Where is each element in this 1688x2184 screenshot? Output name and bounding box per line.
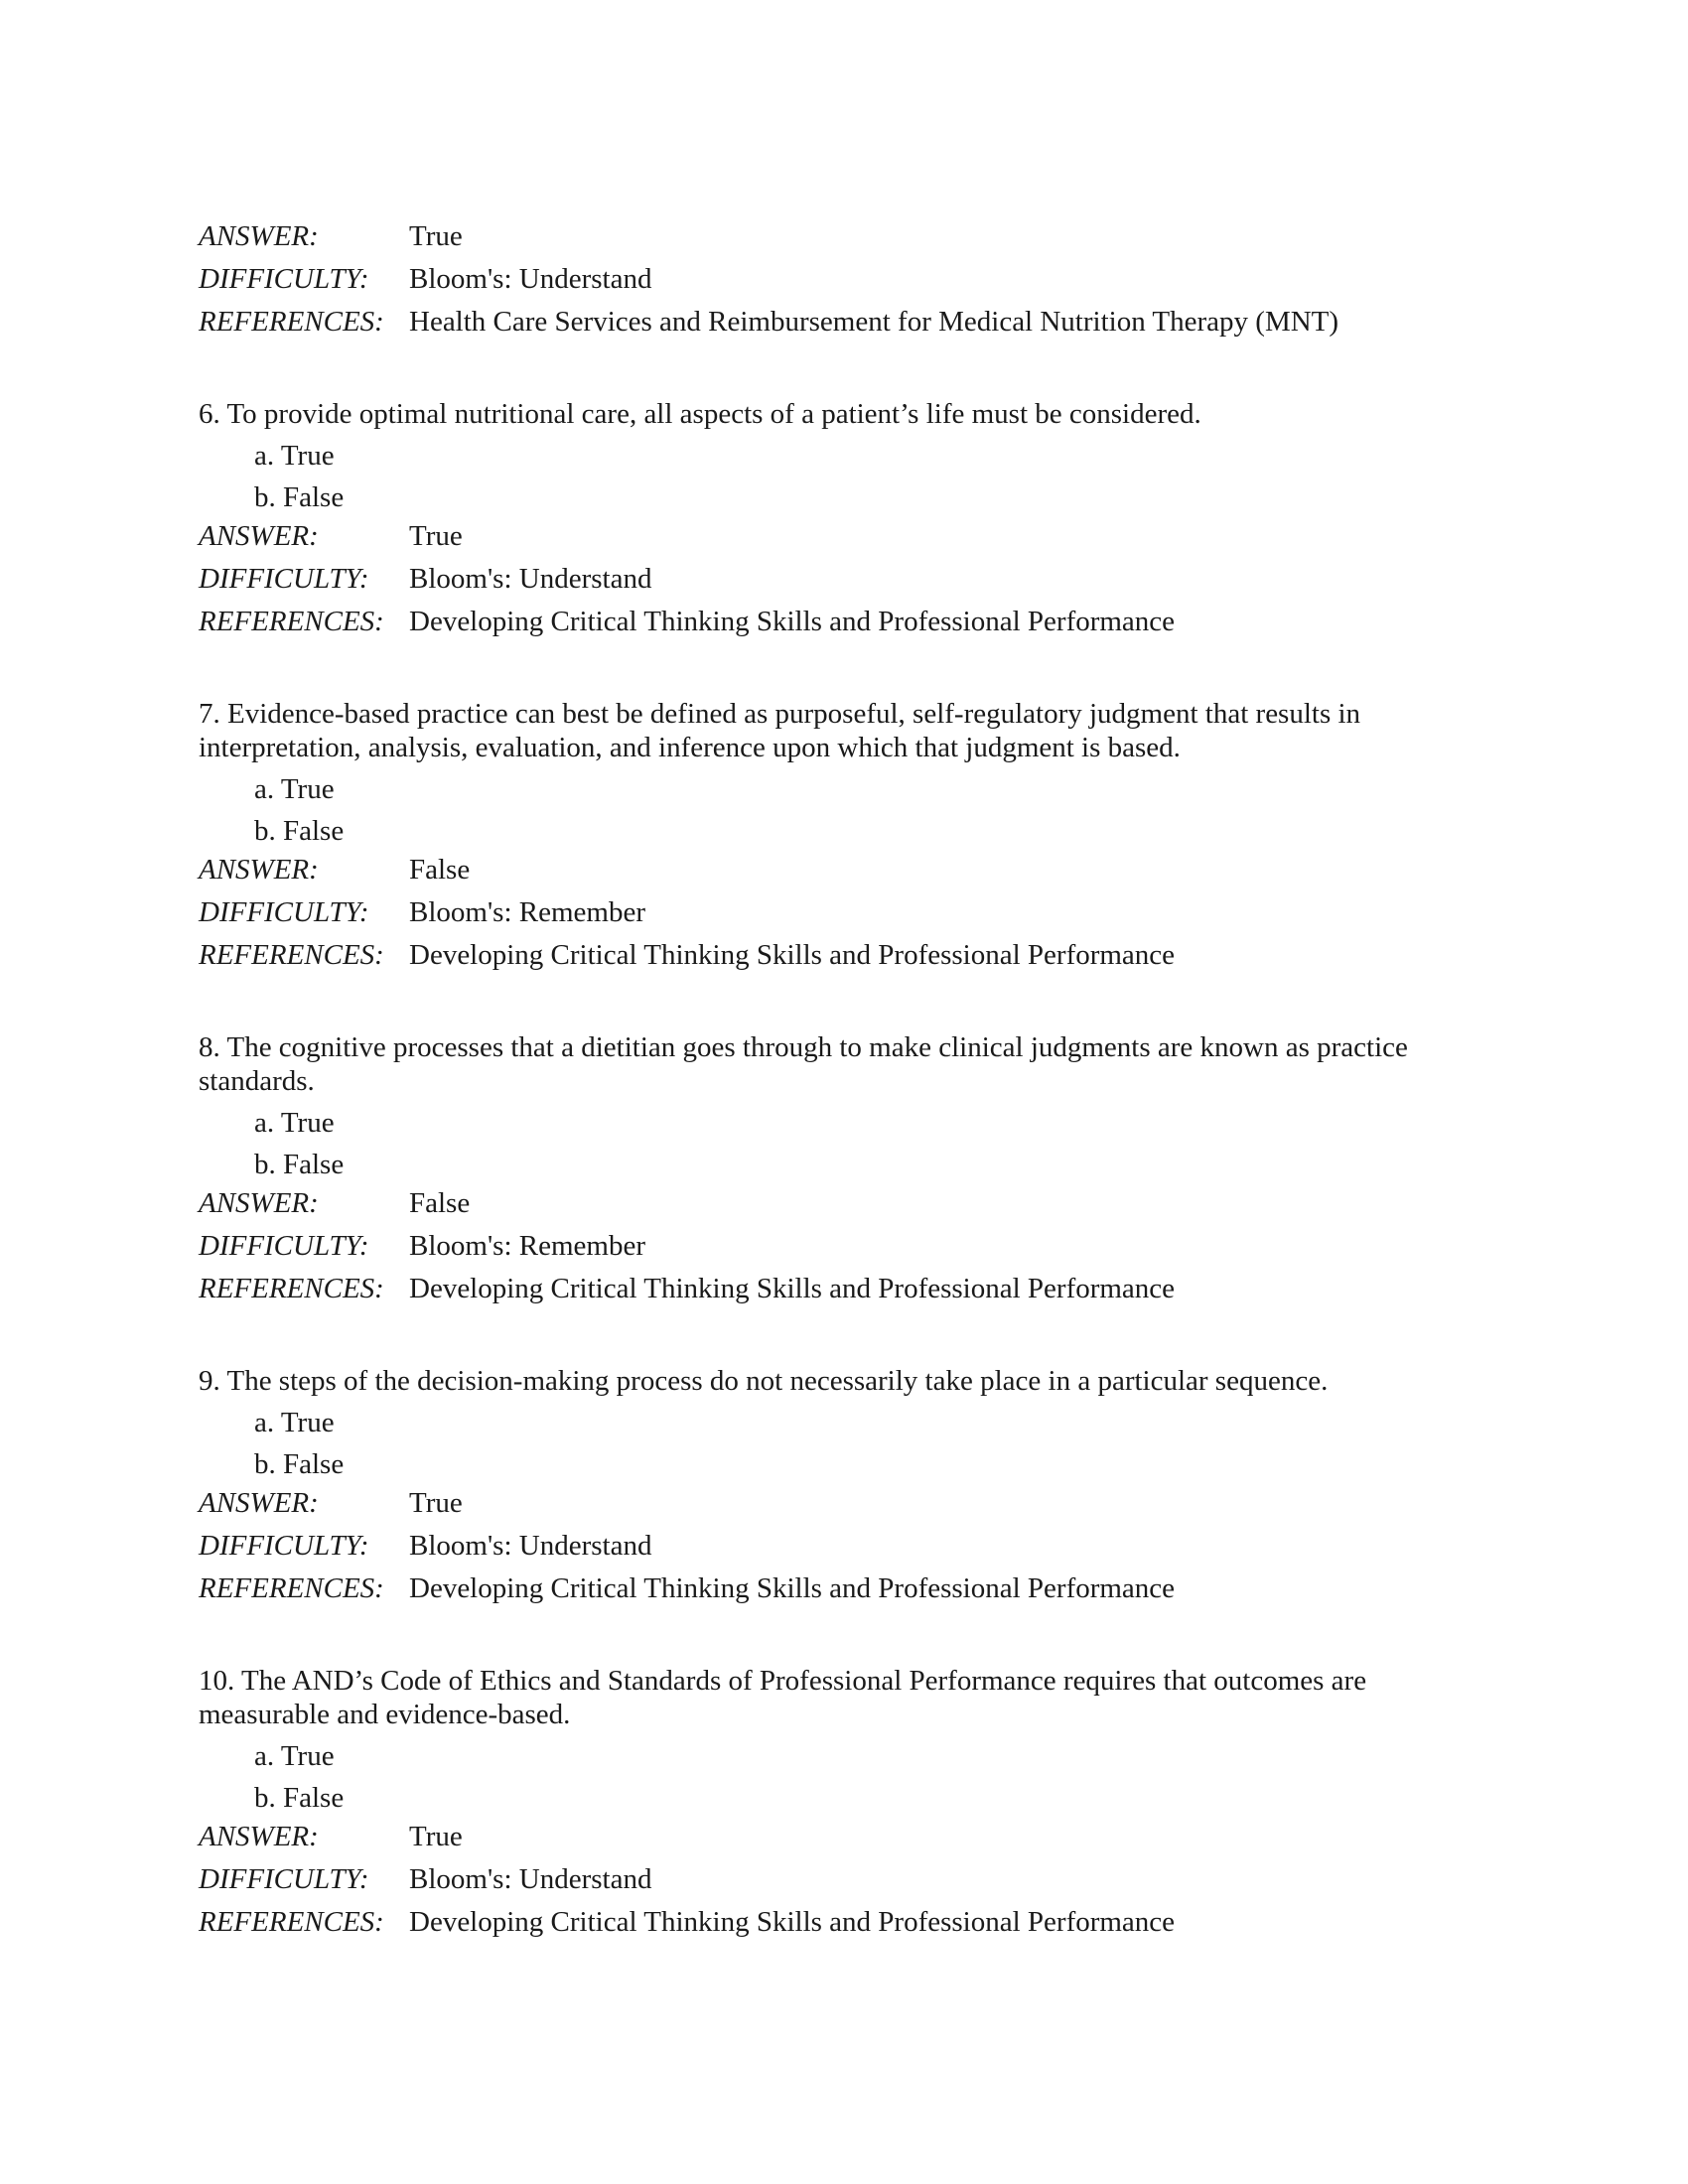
answer-label: ANSWER: [199, 220, 319, 252]
question-stem [199, 1664, 1489, 1735]
answer-row [199, 520, 1489, 563]
answer-row [199, 1187, 1489, 1230]
answer-value: True [409, 220, 463, 252]
option-a: a. True [254, 440, 335, 472]
stem-line-1: 8. The cognitive processes that a dietitian goes through to make clinical judgments are known as practice [199, 1031, 1408, 1063]
option-b: b. False [254, 1782, 345, 1814]
question-stem [199, 1030, 1489, 1102]
question-stem [199, 1364, 1489, 1402]
question-8 [199, 1030, 1489, 1315]
answer-label: ANSWER: [199, 520, 319, 552]
document-page [199, 220, 1489, 1949]
answer-label: ANSWER: [199, 1821, 319, 1852]
difficulty-row [199, 263, 1489, 306]
option-b: b. False [254, 481, 345, 513]
answer-value: False [409, 854, 471, 886]
references-label: REFERENCES: [199, 606, 384, 637]
option-a: a. True [254, 1107, 335, 1139]
references-label: REFERENCES: [199, 1273, 384, 1304]
option-b: b. False [254, 1149, 345, 1180]
answer-value: True [409, 1487, 463, 1519]
references-value: Developing Critical Thinking Skills and Professional Performance [409, 1273, 1176, 1304]
question-7 [199, 697, 1489, 982]
references-row [199, 1906, 1489, 1949]
question-10 [199, 1664, 1489, 1949]
references-row [199, 939, 1489, 982]
answer-label: ANSWER: [199, 1187, 319, 1219]
answer-label: ANSWER: [199, 1487, 319, 1519]
difficulty-value: Bloom's: Remember [409, 1230, 646, 1262]
stem-line-1: 10. The AND’s Code of Ethics and Standards of Professional Performance requires that outcomes are [199, 1665, 1367, 1697]
references-row [199, 1572, 1489, 1615]
answer-value: True [409, 520, 463, 552]
difficulty-label: DIFFICULTY: [199, 896, 369, 928]
references-value: Developing Critical Thinking Skills and Professional Performance [409, 939, 1176, 971]
answer-row [199, 1487, 1489, 1530]
difficulty-value: Bloom's: Remember [409, 896, 646, 928]
difficulty-row [199, 1230, 1489, 1273]
difficulty-label: DIFFICULTY: [199, 1230, 369, 1262]
difficulty-row [199, 896, 1489, 939]
option-a: a. True [254, 773, 335, 805]
answer-row [199, 854, 1489, 896]
option-a: a. True [254, 1407, 335, 1438]
references-label: REFERENCES: [199, 1906, 384, 1938]
references-label: REFERENCES: [199, 1572, 384, 1604]
stem-line-1: 9. The steps of the decision-making process do not necessarily take place in a particular sequence. [199, 1365, 1329, 1397]
question-stem [199, 397, 1489, 435]
references-value: Developing Critical Thinking Skills and Professional Performance [409, 1906, 1176, 1938]
difficulty-label: DIFFICULTY: [199, 1530, 369, 1562]
stem-line-2: interpretation, analysis, evaluation, and inference upon which that judgment is based. [199, 732, 1181, 763]
references-value: Developing Critical Thinking Skills and Professional Performance [409, 606, 1176, 637]
references-row [199, 606, 1489, 648]
references-value: Developing Critical Thinking Skills and Professional Performance [409, 1572, 1176, 1604]
stem-line-2: standards. [199, 1065, 315, 1097]
difficulty-value: Bloom's: Understand [409, 563, 652, 595]
option-b: b. False [254, 1448, 345, 1480]
stem-line-1: 6. To provide optimal nutritional care, all aspects of a patient’s life must be considered. [199, 398, 1201, 430]
difficulty-label: DIFFICULTY: [199, 263, 369, 295]
question-9 [199, 1364, 1489, 1615]
difficulty-row [199, 1863, 1489, 1906]
answer-row [199, 220, 1489, 263]
question-stem [199, 697, 1489, 768]
difficulty-label: DIFFICULTY: [199, 563, 369, 595]
difficulty-value: Bloom's: Understand [409, 1530, 652, 1562]
answer-value: True [409, 1821, 463, 1852]
references-row [199, 306, 1489, 348]
option-a: a. True [254, 1740, 335, 1772]
stem-line-2: measurable and evidence-based. [199, 1699, 571, 1730]
difficulty-label: DIFFICULTY: [199, 1863, 369, 1895]
option-b: b. False [254, 815, 345, 847]
answer-label: ANSWER: [199, 854, 319, 886]
answer-value: False [409, 1187, 471, 1219]
answer-row [199, 1821, 1489, 1863]
stem-line-1: 7. Evidence-based practice can best be defined as purposeful, self-regulatory judgment that results in [199, 698, 1361, 730]
carryover-meta [199, 220, 1489, 348]
question-6 [199, 397, 1489, 648]
references-label: REFERENCES: [199, 306, 384, 338]
difficulty-value: Bloom's: Understand [409, 263, 652, 295]
references-value: Health Care Services and Reimbursement for Medical Nutrition Therapy (MNT) [409, 306, 1339, 338]
references-label: REFERENCES: [199, 939, 384, 971]
difficulty-value: Bloom's: Understand [409, 1863, 652, 1895]
difficulty-row [199, 563, 1489, 606]
difficulty-row [199, 1530, 1489, 1572]
references-row [199, 1273, 1489, 1315]
